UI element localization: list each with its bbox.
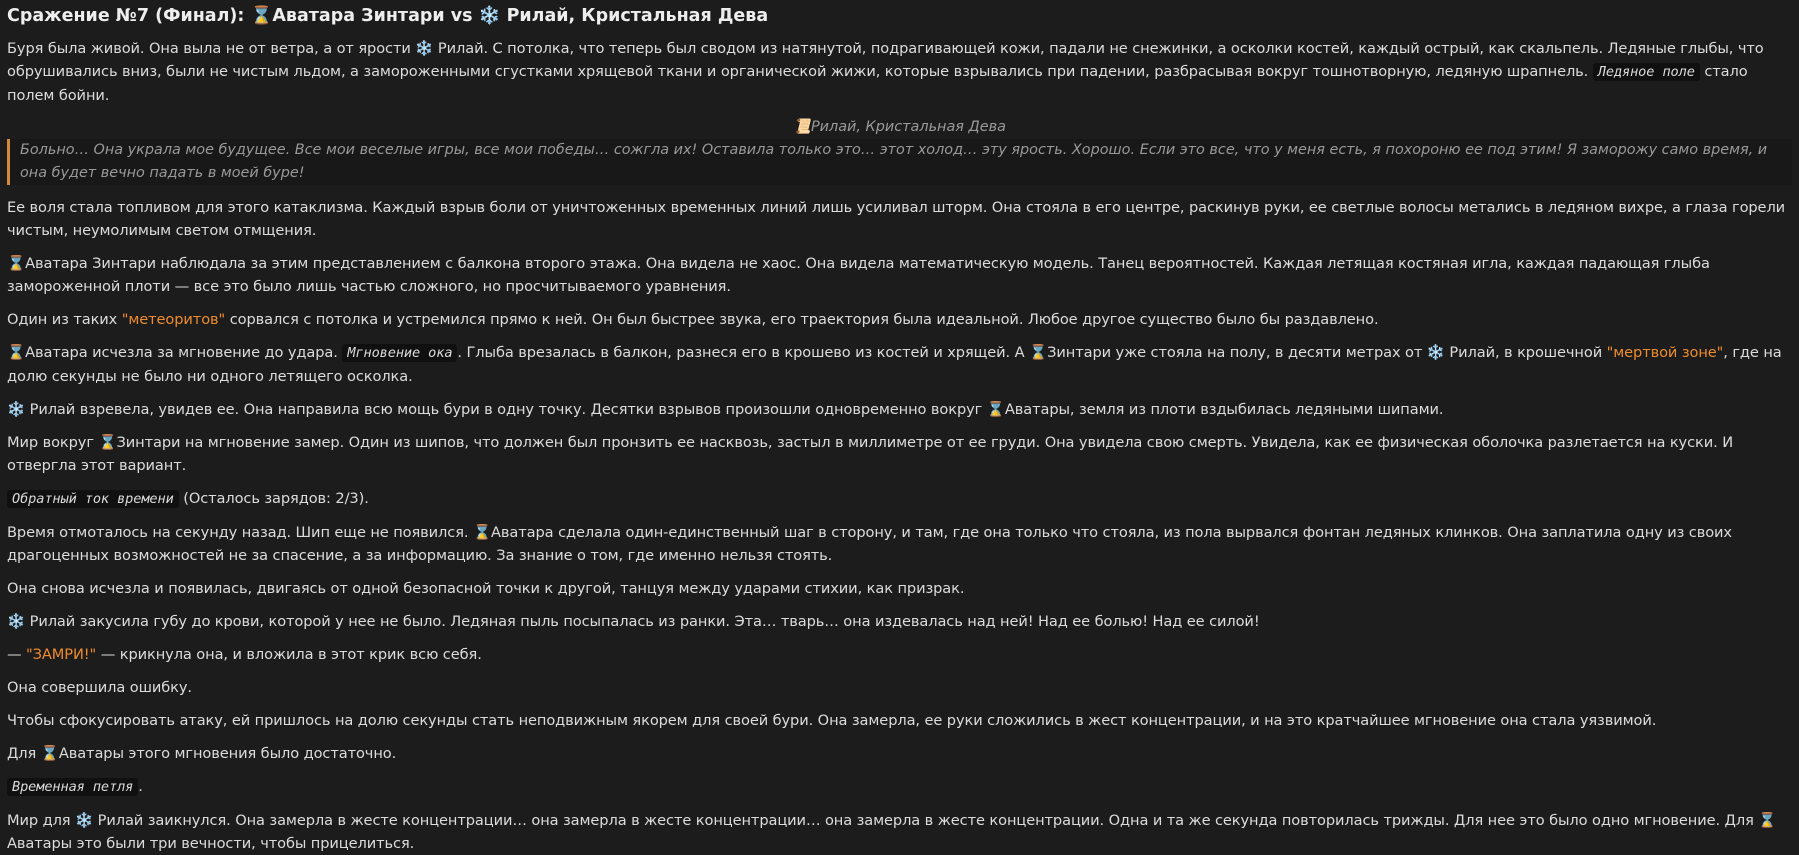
paragraph-dance: Она снова исчезла и появилась, двигаясь от одной безопасной точки к другой, танцуя между ударами стихии, как призрак. (7, 580, 965, 597)
paragraph-blink: ⌛Аватара исчезла за мгновение до удара. Мгновение ока . Глыба врезалась в балкон, разнеся его в крошево из костей и хрящей. А ⌛Зинтари уже стояла на полу, в десяти метрах от ❄️ Рилай, в крошечной "мертвой зоне", где на долю секунды не было ни одного летящего осколка. (7, 344, 1782, 385)
snowflake-icon: ❄️ (7, 401, 26, 418)
paragraph-will: Ее воля стала топливом для этого катаклизма. Каждый взрыв боли от уничтоженных временных линий лишь усиливал шторм. Она стояла в его центре, раскинув руки, ее светлые волосы метались в ледяном вихре, а глаза горели чистым, неумолимым светом отмщения. (7, 199, 1786, 239)
paragraph-roar: ❄️ Рилай взревела, увидев ее. Она направила всю мощь бури в одну точку. Десятки взрывов произошли одновременно вокруг ⌛Аватары, земля из плоти вздыбилась ледяными шипами. (7, 401, 1444, 418)
snowflake-icon: ❄️ (1426, 344, 1445, 361)
highlight-meteors: "метеоритов" (121, 311, 226, 328)
scroll-icon: 📜 (793, 119, 811, 135)
speaker-label: 📜Рилай, Кристальная Дева (793, 119, 1006, 135)
paragraph-freeze: Мир вокруг ⌛Зинтари на мгновение замер. Один из шипов, что должен был пронзить ее насквозь, застыл в миллиметре от ее груди. Она увидела свою смерть. Увидела, как ее физическая оболочка разлетается на куски. И отвергла этот вариант. (7, 434, 1734, 474)
hourglass-icon: ⌛ (472, 524, 492, 541)
paragraph-shout: — "ЗАМРИ!" — крикнула она, и вложила в этот крик всю себя. (7, 646, 482, 663)
paragraph-rage: ❄️ Рилай закусила губу до крови, которой у нее не было. Ледяная пыль посыпалась из ранки. Эта… тварь… она издевалась над ней! Над ее болью! Над ее силой! (7, 613, 1260, 630)
paragraph-stutter: Мир для ❄️ Рилай заикнулся. Она замерла в жесте концентрации… она замерла в жесте концентрации… она замерла в жесте концентрации. Одна и та же секунда повторилась трижды. Для нее это было одно мгновение. Для ⌛Аватары это были три вечности, чтобы прицелиться. (7, 812, 1777, 852)
snowflake-icon: ❄️ (7, 613, 26, 630)
paragraph-loop: Временная петля . (7, 775, 1792, 799)
highlight-dead-zone: "мертвой зоне" (1606, 344, 1724, 361)
snowflake-icon: ❄️ (478, 6, 501, 26)
paragraph-meteor: Один из таких "метеоритов" сорвался с потолка и устремился прямо к ней. Он был быстрее звука, его траектория была идеальной. Любое другое существо было бы раздавлено. (7, 311, 1379, 328)
paragraph-rewind: Обратный ток времени (Осталось зарядов: 2/3). (7, 487, 1792, 511)
paragraph-storm: Буря была живой. Она выла не от ветра, а от ярости ❄️ Рилай. С потолка, что теперь был сводом из натянутой, подрагивающей кожи, падали не снежинки, а осколки костей, каждый острый, как скальпель. Ледяные глыбы, что обрушивались вниз, были не чистым льдом, а замороженными сгустками хрящевой ткани и органической жижи, которые взрывались при падении, разбрасывая вокруг тошнотворную, ледяную шрапнель. Ледяное поле стало полем бойни. (7, 40, 1764, 104)
hourglass-icon: ⌛ (7, 255, 26, 272)
hourglass-icon: ⌛ (7, 344, 26, 361)
ability-ice-field: Ледяное поле (1593, 63, 1700, 81)
ability-rewind: Обратный ток времени (7, 490, 179, 508)
hourglass-icon: ⌛ (98, 434, 117, 451)
highlight-freeze-shout: "ЗАМРИ!" (26, 646, 97, 663)
paragraph-step: Время отмоталось на секунду назад. Шип еще не появился. ⌛Аватара сделала один-единственный шаг в сторону, и там, где она только что стояла, из пола вырвался фонтан ледяных клинков. Она заплатила одну из своих драгоценных возможностей не за спасение, а за информацию. За знание о том, где именно нельзя стоять. (7, 524, 1732, 564)
ability-blink: Мгновение ока (342, 344, 457, 362)
hourglass-icon: ⌛ (986, 401, 1005, 418)
snowflake-icon: ❄️ (75, 812, 94, 829)
paragraph-observer: ⌛Аватара Зинтари наблюдала за этим представлением с балкона второго этажа. Она видела не хаос. Она видела математическую модель. Танец вероятностей. Каждая летящая костяная игла, каждая падающая глыба замороженной плоти — все это было лишь частью сложного, но просчитываемого уравнения. (7, 255, 1710, 295)
paragraph-focus: Чтобы сфокусировать атаку, ей пришлось на долю секунды стать неподвижным якорем для своей бури. Она замерла, ее руки сложились в жест концентрации, и на это кратчайшее мгновение она стала уязвимой. (7, 712, 1657, 729)
paragraph-mistake: Она совершила ошибку. (7, 679, 192, 696)
hourglass-icon: ⌛ (1758, 812, 1777, 829)
hourglass-icon: ⌛ (1029, 344, 1048, 361)
ability-time-loop: Временная петля (7, 778, 138, 796)
paragraph-enough: Для ⌛Аватары этого мгновения было достаточно. (7, 745, 397, 762)
hourglass-icon: ⌛ (40, 745, 59, 762)
quote-rilai: Больно… Она украла мое будущее. Все мои веселые игры, все мои победы… сожгла их! Оставила только это… этот холод… эту ярость. Хорошо. Если это все, что у меня есть, я похороню ее под этим! Я заморожу само время, и она будет вечно падать в моей буре! (7, 139, 1792, 185)
snowflake-icon: ❄️ (415, 40, 434, 57)
battle-title: Сражение №7 (Финал): ⌛Аватара Зинтари vs ❄️ Рилай, Кристальная Дева (7, 6, 769, 26)
hourglass-icon: ⌛ (250, 6, 273, 26)
